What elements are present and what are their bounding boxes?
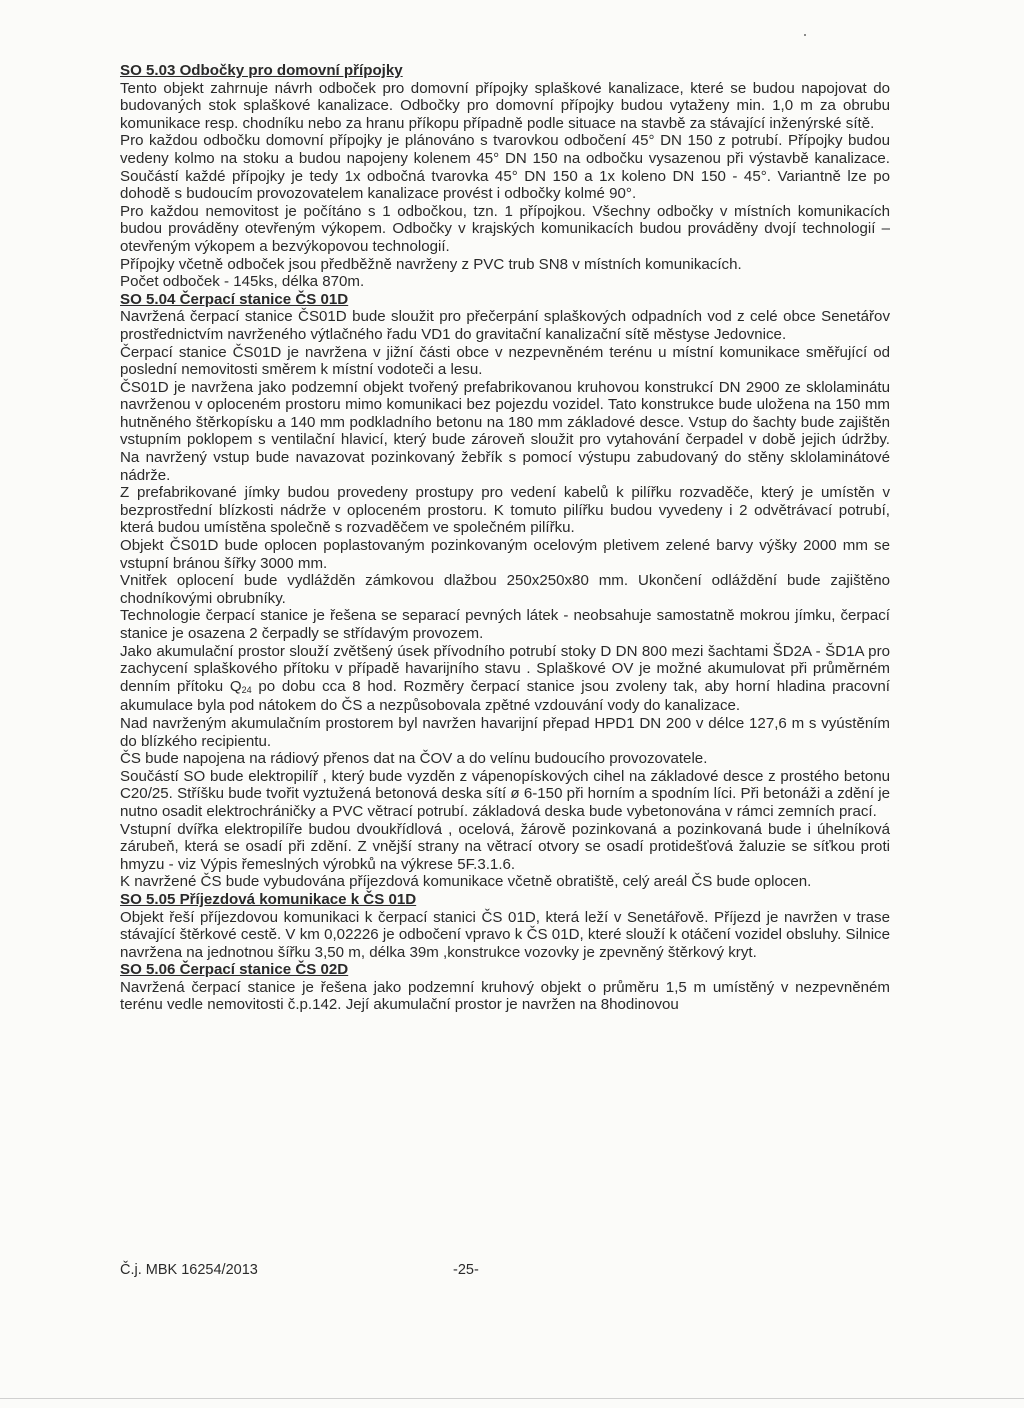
paragraph: ČS01D je navržena jako podzemní objekt tvořený prefabrikovanou kruhovou konstrukcí DN 2900 ze sklolaminátu navrženou v oploceném prostoru mimo komunikaci bez pojezdu vozidel. Tato konstrukce bude uložena na 150 mm hutněného štěrkopísku a 140 mm podkladního betonu na 180 mm základové desce. Vstup do šachty bude zajištěn vstupním poklopem s ventilační hlavicí, který bude zároveň sloužit pro vytahování čerpadel v době jejich údržby. Na navržený vstup bude navazovat pozinkovaný žebřík s pomocí výstupu zabudovaný do stěny sklolaminátové nádrže. [120,378,890,484]
paragraph: Přípojky včetně odboček jsou předběžně navrženy z PVC trub SN8 v místních komunikacích. [120,255,742,273]
section-heading: SO 5.03 Odbočky pro domovní přípojky [120,62,403,79]
paragraph: Objekt ČS01D bude oplocen poplastovaným pozinkovaným ocelovým pletivem zelené barvy výšky 2000 mm se vstupní bránou šířky 3000 mm. [120,537,890,572]
paragraph-text: po dobu cca 8 hod. Rozměry čerpací stanice jsou zvoleny tak, aby horní hladina pracovní akumulace byla pod nátokem do ČS a nezpůsobovala zpětné vzdouvání vody do kanalizace. [120,677,890,715]
paragraph: Navržená čerpací stanice ČS01D bude sloužit pro přečerpání splaškových odpadních vod z celé obce Senetářov prostřednictvím navrženého výtlačného řadu VD1 do gravitační kanalizační sítě městyse Jedovnice. [120,308,890,343]
paragraph: Z prefabrikované jímky budou provedeny prostupy pro vedení kabelů k pilířku rozvaděče, který je umístěn v bezprostřední blízkosti nádrže v oploceném prostoru. K tomuto pilířku budou vyvedeny i 2 odvětrávací potrubí, která budou umístěna společně s rozvaděčem ve společném pilířku. [120,484,890,537]
scan-edge-line [0,1398,1024,1399]
section-heading: SO 5.06 Čerpací stanice ČS 02D [120,961,349,979]
paragraph: Nad navrženým akumulačním prostorem byl navržen havarijní přepad HPD1 DN 200 v délce 127,6 m s vyústěním do blízkého recipientu. [120,714,890,750]
section-heading: SO 5.04 Čerpací stanice ČS 01D [120,290,349,308]
document-body [120,62,890,1014]
paragraph: Vstupní dvířka elektropilíře budou dvoukřídlová , ocelová, žárově pozinkovaná a pozinkovaná bude i úhelníková zárubeň, která se osadí při zdění. Z vnější strany na větrací otvory se osadí protidešťová žaluzie se síťkou proti hmyzu - viz Výpis řemeslných výrobků na výkrese 5F.3.1.6. [120,820,890,873]
paragraph: Technologie čerpací stanice je řešena se separací pevných látek - neobsahuje samostatně mokrou jímku, čerpací stanice je osazena 2 čerpadly se střídavým provozem. [120,607,890,642]
paragraph-text: Jako akumulační prostor slouží zvětšený úsek přívodního potrubí stoky D DN 800 mezi šachtami ŠD2A - ŠD1A pro zachycení splaškového přítoku v případě havarijního stavu . Splaškové OV je možné akumulovat při průměrném denním přítoku Q [120,642,890,695]
paragraph: Čerpací stanice ČS01D je navržena v jižní části obce v nezpevněném terénu u místní komunikace směřující od poslední nemovitosti směrem k místní vodoteči a lesu. [120,343,890,379]
paragraph: Součástí SO bude elektropilíř , který bude vyzděn z vápenopískových cihel na základové desce z prostého betonu C20/25. Stříšku bude tvořit vyztužená betonová deska sítí ø 6-150 při horním a spodním líci. Při betonáži a zdění je nutno osadit elektrochráničky a PVC větrací potrubí. základová deska bude vybetonována v rámci zemních prací. [120,767,890,820]
paragraph: Pro každou nemovitost je počítáno s 1 odbočkou, tzn. 1 přípojkou. Všechny odbočky v místních komunikacích budou prováděny otevřeným výkopem. Odbočky v krajských komunikacích budou prováděny dvojí technologií – otevřeným výkopem a bezvýkopovou technologií. [120,202,890,255]
paragraph: Vnitřek oplocení bude vydlážděn zámkovou dlažbou 250x250x80 mm. Ukončení odláždění bude zajištěno chodníkovými obrubníky. [120,572,890,607]
paragraph: Pro každou odbočku domovní přípojky je plánováno s tvarovkou odbočení 45° DN 150 z potrubí. Přípojky budou vedeny kolmo na stoku a budou napojeny kolenem 45° DN 150 na odbočku vysazenou při výstavbě kanalizace. Součástí každé přípojky je tedy 1x odbočná tvarovka 45° DN 150 a 1x koleno DN 150 - 45°. Variantně lze po dohodě s budoucím provozovatelem kanalizace provést i odbočky kolmé 90°. [120,132,890,203]
scan-speck [804,34,806,36]
subscript: 24 [241,684,252,695]
document-reference: Č.j. MBK 16254/2013 [120,1262,258,1278]
page-number: -25- [453,1262,479,1278]
paragraph: K navržené ČS bude vybudována příjezdová komunikace včetně obratiště, celý areál ČS bude oplocen. [120,873,812,891]
paragraph: Objekt řeší příjezdovou komunikaci k čerpací stanici ČS 01D, která leží v Senetářově. Příjezd je navržen v trase stávající štěrkové cestě. V km 0,02226 je odbočení vpravo k ČS 01D, které slouží k otáčení vozidel obsluhy. Silnice navržena na jednotnou šířku 3,50 m, délka 39m ,konstrukce vozovky je zpevněný štěrkový kryt. [120,908,890,961]
paragraph: Tento objekt zahrnuje návrh odboček pro domovní přípojky splaškové kanalizace, které se budou napojovat do budovaných stok splaškové kanalizace. Odbočky pro domovní přípojky budou vytaženy min. 1,0 m za obrubu komunikace resp. chodníku nebo za hranu příkopu případně podle situace na stavbě za stávající inženýrské sítě. [120,79,890,132]
paragraph: ČS bude napojena na rádiový přenos dat na ČOV a do velínu budoucího provozovatele. [120,750,708,768]
paragraph: Počet odboček - 145ks, délka 870m. [120,273,365,291]
paragraph: Navržená čerpací stanice je řešena jako podzemní kruhový objekt o průměru 1,5 m umístěný v nezpevněném terénu vedle nemovitosti č.p.142. Její akumulační prostor je navržen na 8hodinovou [120,978,890,1014]
section-heading: SO 5.05 Příjezdová komunikace k ČS 01D [120,890,417,908]
paragraph [120,643,890,715]
